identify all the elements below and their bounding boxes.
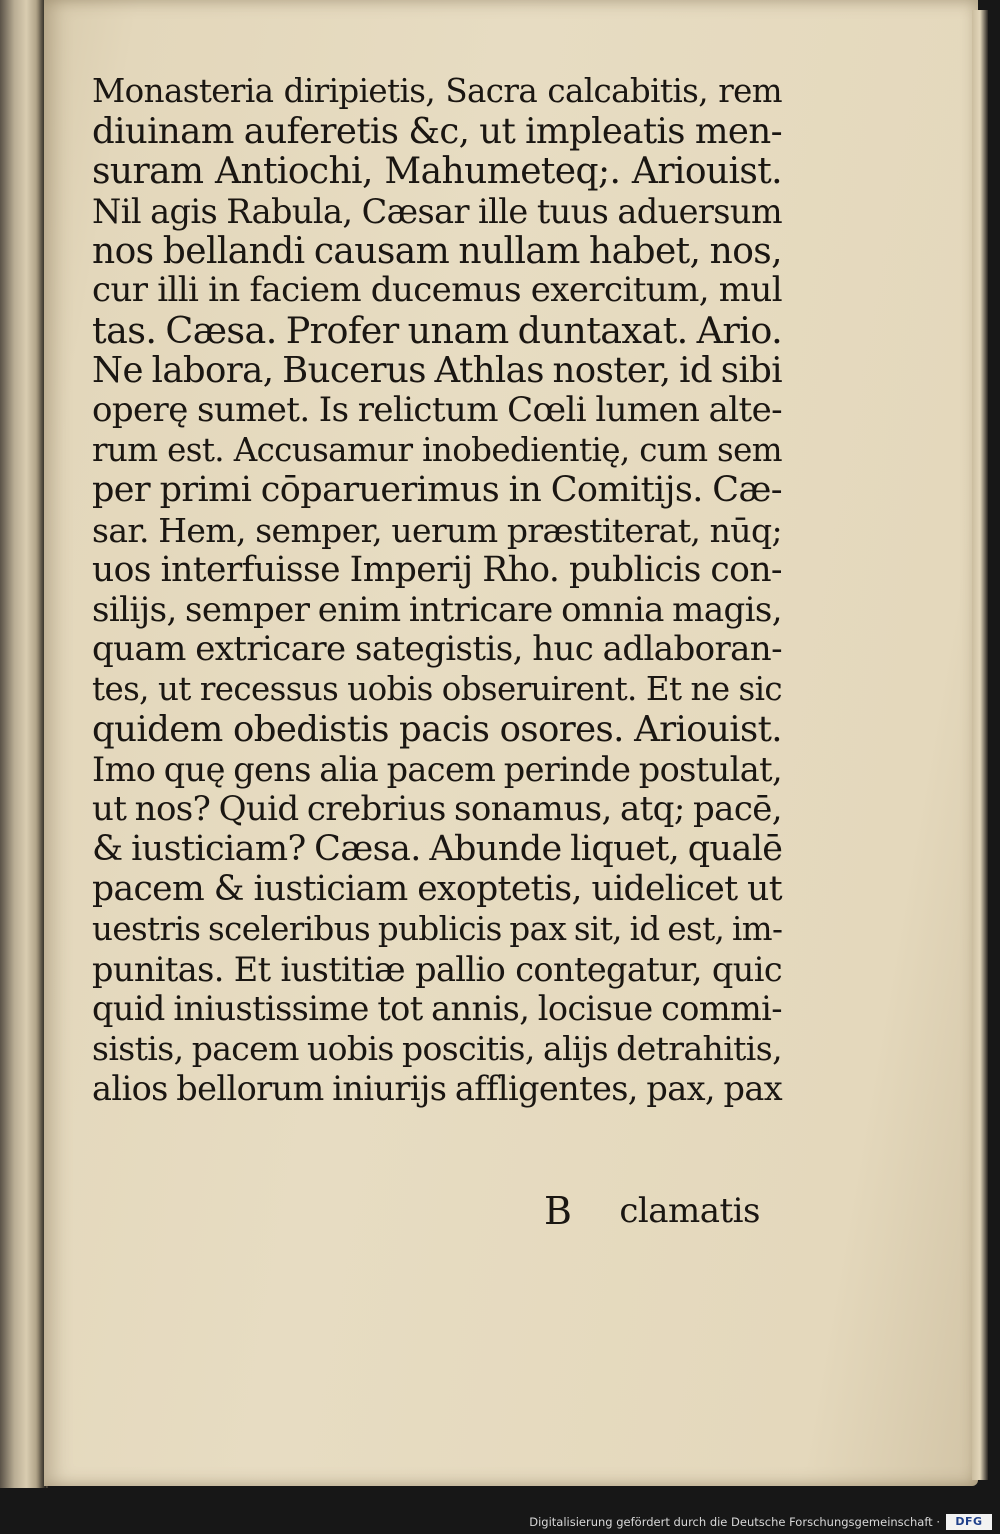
text-line: alios bellorum iniurijs affligentes, pax, pax [92,1069,782,1109]
text-line: quidem obedistis pacis osores. Ariouist. [92,709,782,751]
dfg-logo: DFG [946,1514,992,1530]
text-line: punitas. Et iustitiæ pallio contegatur, quic [92,949,782,989]
text-line: suram Antiochi, Mahumeteq;. Ariouist. [92,150,782,192]
text-line: diuinam auferetis &c, ut impleatis men- [92,110,782,152]
text-line: uestris sceleribus publicis pax sit, id est, im- [92,909,783,948]
digitization-footer [0,1513,1000,1534]
page-body-text [92,72,782,1109]
text-line: ut nos? Quid crebrius sonamus, atq; pacē, [92,789,782,830]
text-line: Nil agis Rabula, Cæsar ille tuus aduersum [92,191,782,231]
text-line: quam extricare sategistis, huc adlaboran- [92,629,782,670]
text-line: rum est. Accusamur inobedientię, cum sem [92,431,782,470]
text-line: pacem & iusticiam exoptetis, uidelicet ut [92,868,782,909]
text-line: Imo quę gens alia pacem perinde postulat, [92,750,782,790]
page-edge [972,10,988,1480]
text-line: Ne labora, Bucerus Athlas noster, id sibi [92,350,782,392]
text-line: cur illi in faciem ducemus exercitum, mul [92,270,782,311]
text-line: tes, ut recessus uobis obseruirent. Et ne sic [92,670,782,709]
catchword: clamatis [619,1191,760,1231]
text-line: sar. Hem, semper, uerum præstiterat, nūq; [92,510,782,550]
text-line: tas. Cæsa. Profer unam duntaxat. Ario. [92,309,783,353]
text-line: sistis, pacem uobis poscitis, alijs detrahitis, [92,1029,782,1069]
text-line: Monasteria diripietis, Sacra calcabitis, rem [92,72,782,110]
text-line: per primi cōparuerimus in Comitijs. Cæ- [92,469,782,510]
text-line: quid iniustissime tot annis, locisue commi- [92,989,782,1029]
text-line: operę sumet. Is relictum Cœli lumen alte- [92,390,782,431]
text-line: uos interfuisse Imperij Rho. publicis con- [92,549,782,590]
text-line: silijs, semper enim intricare omnia magis, [92,589,782,630]
signature-mark: B [544,1189,572,1233]
text-line: nos bellandi causam nullam habet, nos, [92,230,782,272]
page-foot [92,1190,782,1232]
text-line: & iusticiam? Cæsa. Abunde liquet, qualē [92,828,783,869]
funding-credit: Digitalisierung gefördert durch die Deutsche Forschungsgemeinschaft · [529,1515,940,1529]
